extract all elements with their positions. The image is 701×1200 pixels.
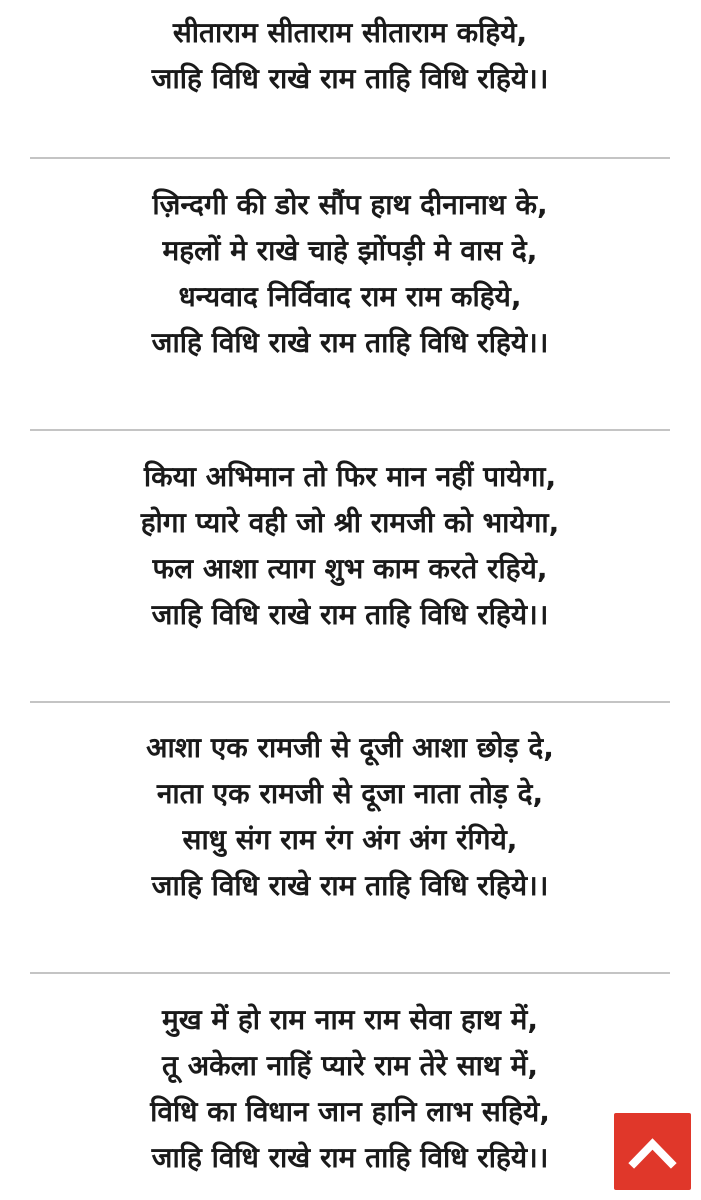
stanza-divider: [30, 429, 670, 431]
stanza-divider: [30, 972, 670, 974]
stanza-line: जाहि विधि राखे राम ताहि विधि रहिये।।: [151, 326, 549, 359]
stanza-line: महलों मे राखे चाहे झोंपड़ी मे वास दे,: [162, 234, 538, 267]
stanza-2: [30, 182, 670, 366]
stanza-line: धन्यवाद निर्विवाद राम राम कहिये,: [178, 280, 522, 313]
stanza-line: जाहि विधि राखे राम ताहि विधि रहिये।।: [151, 598, 549, 631]
stanza-line: सीताराम सीताराम सीताराम कहिये,: [172, 16, 528, 49]
stanza-line: जाहि विधि राखे राम ताहि विधि रहिये।।: [151, 1141, 549, 1174]
stanza-line: आशा एक रामजी से दूजी आशा छोड़ दे,: [146, 731, 554, 764]
stanza-5: [30, 997, 670, 1181]
stanza-line: होगा प्यारे वही जो श्री रामजी को भायेगा,: [140, 506, 560, 539]
chevron-up-icon: [628, 1131, 677, 1171]
stanza-line: मुख में हो राम नाम राम सेवा हाथ में,: [161, 1003, 539, 1036]
stanza-divider: [30, 157, 670, 159]
stanza-1: [30, 10, 670, 102]
stanza-line: किया अभिमान तो फिर मान नहीं पायेगा,: [143, 460, 557, 493]
stanza-line: जाहि विधि राखे राम ताहि विधि रहिये।।: [151, 62, 549, 95]
stanza-line: ज़िन्दगी की डोर सौंप हाथ दीनानाथ के,: [152, 188, 548, 221]
stanza-4: [30, 725, 670, 909]
stanza-line: विधि का विधान जान हानि लाभ सहिये,: [150, 1095, 550, 1128]
stanza-line: तू अकेला नाहिं प्यारे राम तेरे साथ में,: [162, 1049, 538, 1082]
stanza-3: [30, 454, 670, 638]
stanza-line: जाहि विधि राखे राम ताहि विधि रहिये।।: [151, 869, 549, 902]
stanza-line: नाता एक रामजी से दूजा नाता तोड़ दे,: [156, 777, 544, 810]
scroll-to-top-button[interactable]: [614, 1113, 691, 1190]
stanza-line: फल आशा त्याग शुभ काम करते रहिये,: [152, 552, 548, 585]
stanza-line: साधु संग राम रंग अंग अंग रंगिये,: [182, 823, 518, 856]
stanza-divider: [30, 701, 670, 703]
